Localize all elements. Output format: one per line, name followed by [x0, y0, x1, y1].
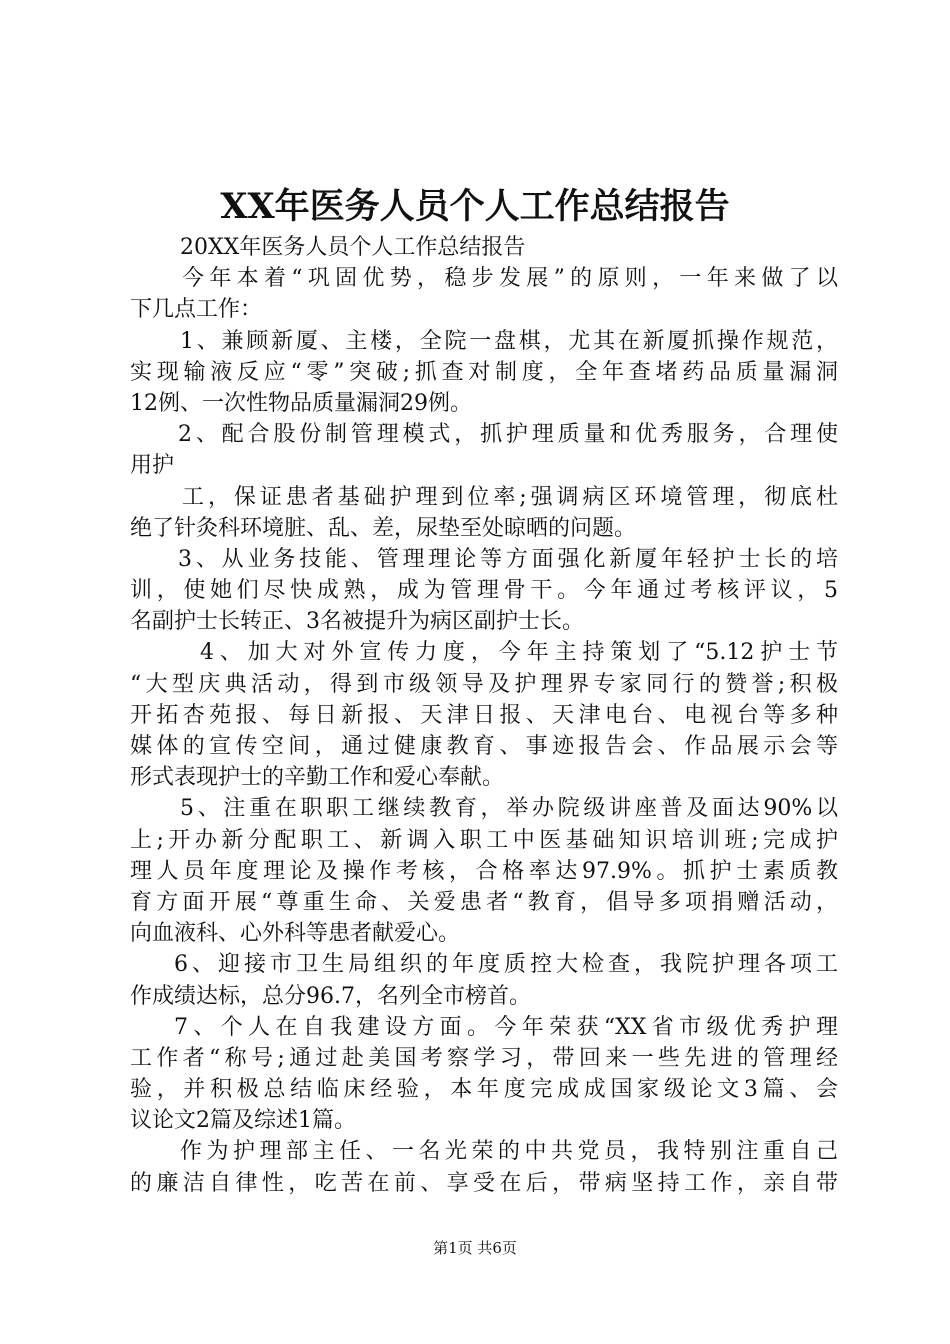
- text-line: 20XX年医务人员个人工作总结报告: [180, 235, 526, 260]
- text-line: 下几点工作：: [130, 297, 263, 323]
- text-line: 验，并积极总结临床经验，本年度完成成国家级论文3篇、会: [130, 1077, 838, 1103]
- text-line: 7、个人在自我建设方面。今年荣获“XX省市级优秀护理: [174, 1014, 838, 1040]
- text-line: 上;开办新分配职工、新调入职工中医基础知识培训班;完成护: [130, 827, 838, 853]
- text-line: 工，保证患者基础护理到位率;强调病区环境管理，彻底杜: [182, 484, 838, 510]
- document-title: XX年医务人员个人工作总结报告: [220, 186, 730, 227]
- text-line: 实现输液反应“零”突破;抓查对制度，全年查堵药品质量漏洞: [130, 359, 838, 385]
- text-line: 开拓杏苑报、每日新报、天津日报、天津电台、电视台等多种: [130, 702, 838, 728]
- text-line: 议论文2篇及综述1篇。: [130, 1108, 356, 1134]
- text-line: 5、注重在职职工继续教育，举办院级讲座普及面达90%以: [180, 796, 838, 822]
- text-line: 1、兼顾新厦、主楼，全院一盘棋，尤其在新厦抓操作规范，: [180, 328, 838, 354]
- text-line: 向血液科、心外科等患者献爱心。: [130, 921, 461, 947]
- text-line: 2、配合股份制管理模式，抓护理质量和优秀服务，合理使: [178, 422, 838, 448]
- text-line: 3、从业务技能、管理理论等方面强化新厦年轻护士长的培: [178, 546, 838, 572]
- text-line: 作为护理部主任、一名光荣的中共党员，我特别注重自己: [180, 1139, 838, 1165]
- text-line: 媒体的宣传空间，通过健康教育、事迹报告会、作品展示会等: [130, 734, 838, 759]
- text-line: 12例、一次性物品质量漏洞29例。: [130, 390, 472, 416]
- text-line: 名副护士长转正、3名被提升为病区副护士长。: [130, 609, 584, 635]
- text-line: 4、加大对外宣传力度，今年主持策划了“5.12护士节: [200, 640, 838, 666]
- text-line: 育方面开展“尊重生命、关爱患者“教育，倡导多项捐赠活动，: [130, 889, 838, 915]
- text-line: 的廉洁自律性，吃苦在前、享受在后，带病坚持工作，亲自带: [130, 1170, 838, 1196]
- document-body: [130, 232, 838, 1199]
- text-line: 今年本着“巩固优势，稳步发展”的原则，一年来做了以: [182, 266, 838, 292]
- text-line: 工作者“称号;通过赴美国考察学习，带回来一些先进的管理经: [130, 1045, 838, 1071]
- text-line: “大型庆典活动，得到市级领导及护理界专家同行的赞誉;积极: [130, 671, 838, 697]
- page-footer: 第1页 共6页: [433, 1239, 517, 1257]
- text-line: 绝了针灸科环境脏、乱、差，尿垫至处晾晒的问题。: [130, 515, 637, 541]
- text-line: 训，使她们尽快成熟，成为管理骨干。今年通过考核评议，5: [130, 578, 838, 604]
- text-line: 形式表现护士的辛勤工作和爱心奉献。: [130, 765, 505, 791]
- text-line: 作成绩达标，总分96.7，名列全市榜首。: [130, 983, 531, 1009]
- text-line: 用护: [130, 453, 175, 479]
- text-line: 6、迎接市卫生局组织的年度质控大检查，我院护理各项工: [174, 952, 838, 978]
- text-line: 理人员年度理论及操作考核，合格率达97.9%。抓护士素质教: [130, 858, 838, 884]
